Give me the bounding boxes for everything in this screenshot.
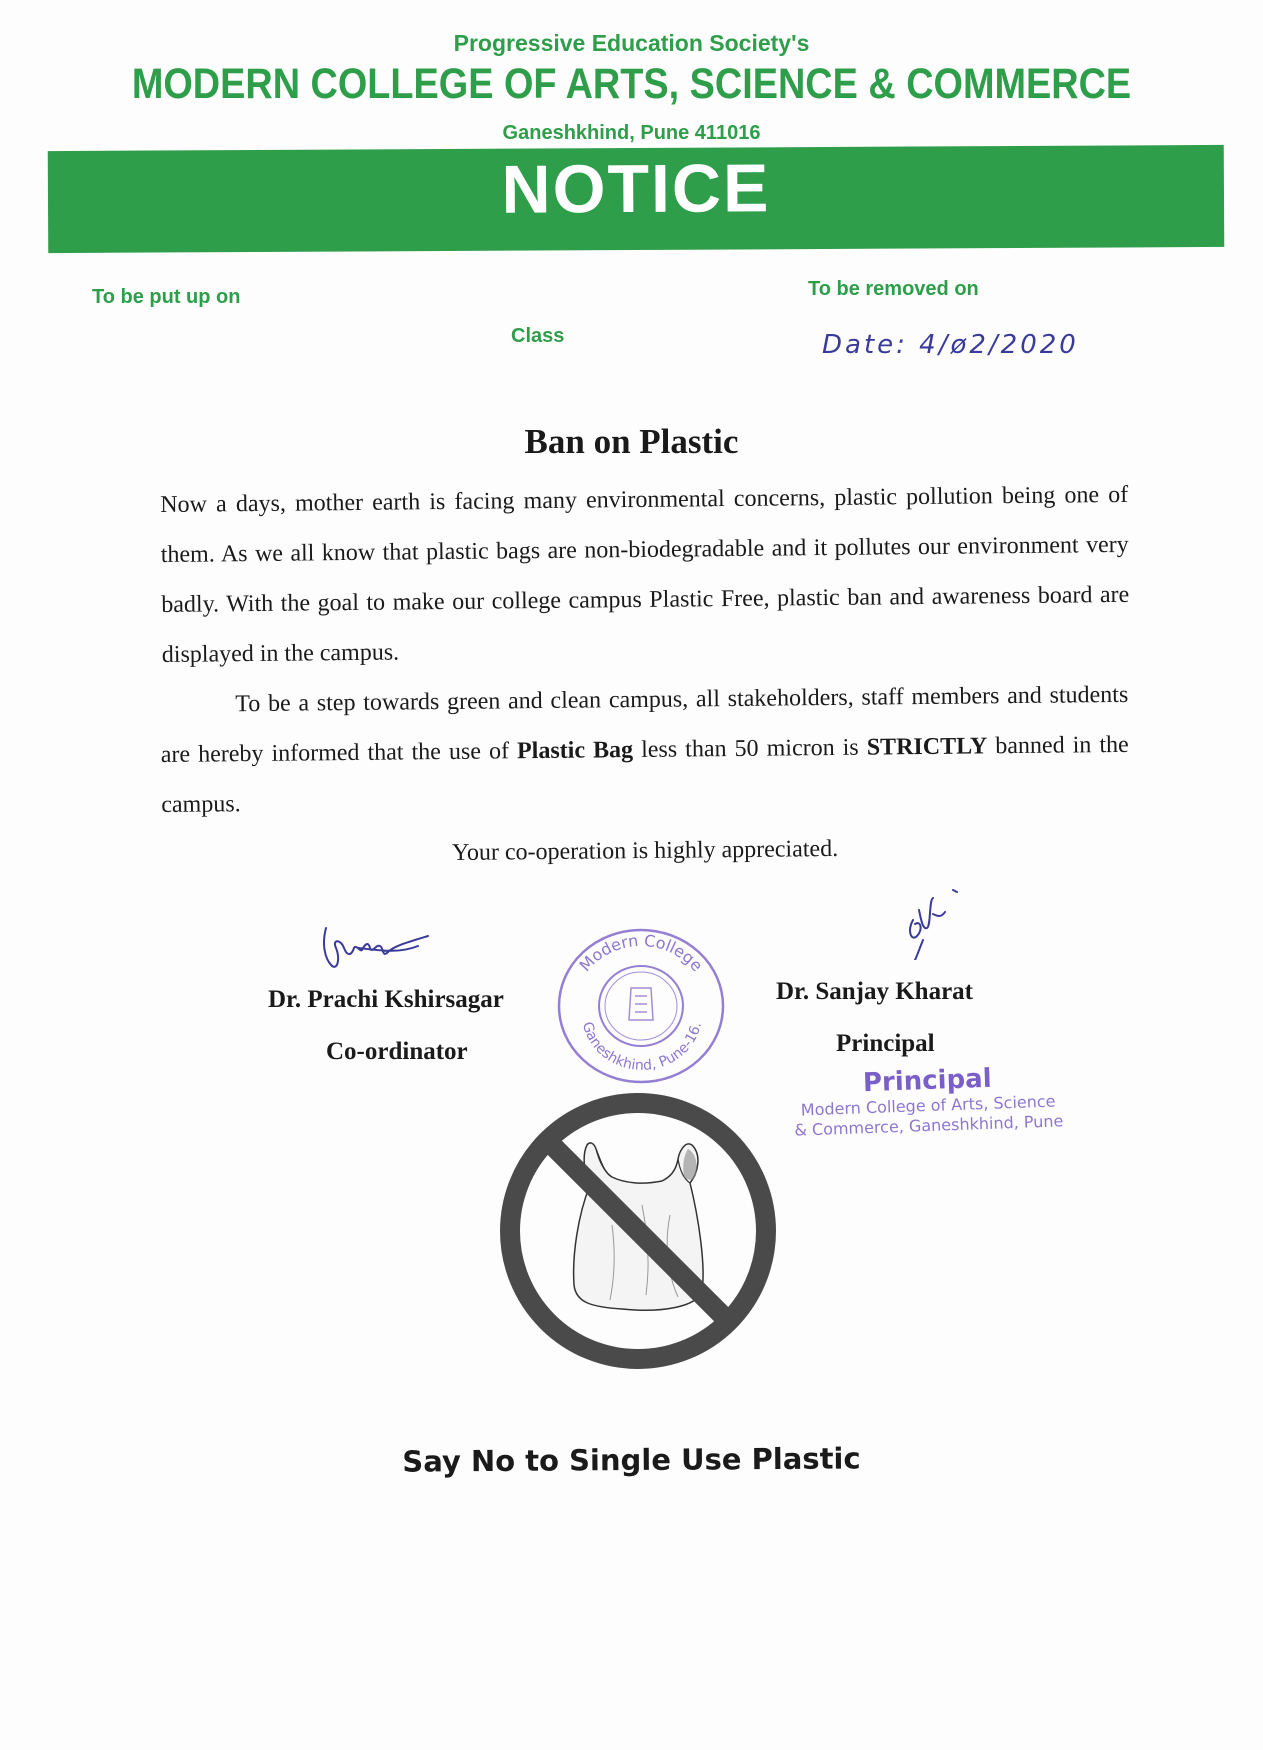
para2-bold-plastic-bag: Plastic Bag (516, 737, 634, 765)
notice-banner-text: NOTICE (501, 150, 771, 228)
notice-title: Ban on Plastic (524, 422, 739, 461)
removed-label: To be removed on (808, 278, 979, 300)
coordinator-role: Co-ordinator (326, 1038, 468, 1065)
closing-line: Your co-operation is highly appreciated. (451, 835, 839, 867)
principal-stamp-title: Principal (862, 1063, 993, 1099)
coordinator-signature (318, 918, 438, 978)
notice-banner (48, 145, 1225, 253)
no-plastic-bag-icon (492, 1085, 784, 1377)
college-address: Ganeshkhind, Pune 411016 (502, 122, 761, 144)
svg-text:Ganeshkhind, Pune-16. (579, 1020, 705, 1074)
para2-bold-strictly: STRICTLY (866, 733, 988, 761)
principal-name: Dr. Sanjay Kharat (776, 978, 974, 1005)
principal-signature (893, 880, 983, 960)
class-label: Class (511, 325, 565, 347)
principal-stamp (777, 1061, 1079, 1141)
para2-text-2: less than 50 micron is (632, 734, 867, 764)
body-paragraph-1: Now a days, mother earth is facing many environmental concerns, plastic pollution being one of them. As we all know that plastic bags are non-biodegradable and it pollutes our environment very badly. With the goal to make our college campus Plastic Free, plastic ban and awareness board are displayed in the campus. (160, 481, 1130, 668)
principal-stamp-line-2: & Commerce, Ganeshkhind, Pune (794, 1111, 1064, 1140)
seal-bottom-text: Ganeshkhind, Pune-16. (578, 1020, 706, 1074)
principal-role: Principal (836, 1030, 935, 1057)
college-seal-stamp (553, 924, 728, 1086)
seal-top-text: Modern College (575, 930, 707, 976)
svg-text:Modern College (576, 931, 707, 975)
college-name: MODERN COLLEGE OF ARTS, SCIENCE & COMMERCE (131, 60, 1132, 108)
principal-stamp-line-1: Modern College of Arts, Science (800, 1091, 1056, 1120)
coordinator-name: Dr. Prachi Kshirsagar (268, 986, 504, 1013)
handwritten-date: Date: 4/ø2/2020 (822, 330, 1079, 360)
body-paragraph-2 (160, 670, 1130, 830)
put-up-label: To be put up on (92, 286, 241, 308)
society-name: Progressive Education Society's (453, 30, 810, 56)
para2-text-1: To be a step towards green and clean campus, all stakeholders, staff members and students are hereby informed that the use of (160, 681, 1129, 768)
slogan: Say No to Single Use Plastic (402, 1441, 861, 1479)
para2-text-3: banned in the campus. (161, 731, 1129, 818)
